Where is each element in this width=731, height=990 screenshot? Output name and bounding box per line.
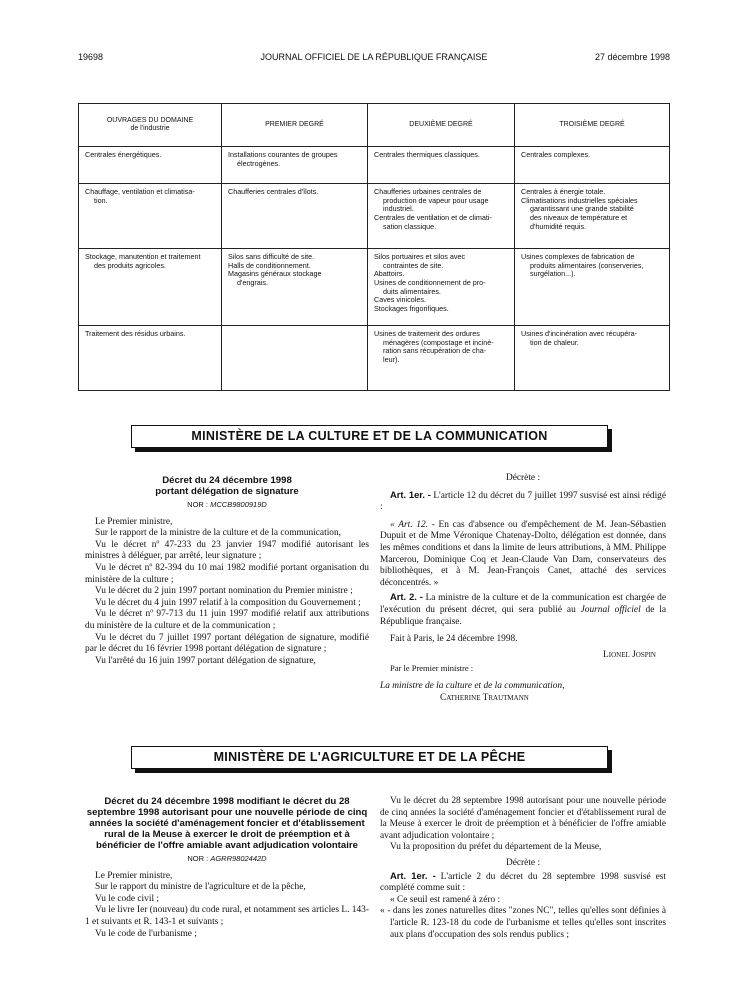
cell-line: Centrales à énergie totale.: [521, 187, 606, 196]
table-row: [79, 184, 670, 249]
visa-paragraph: Vu le décret du 4 juin 1997 relatif à la composition du Gouvernement ;: [95, 597, 361, 608]
cell-line: ration sans récupération de cha-: [383, 346, 487, 356]
table-cell: [222, 184, 368, 249]
decree2-quote2: « - dans les zones naturelles dites "zones NC", telles qu'elles sont définies à l'article R. 123-18 du code de l'urbanisme et telles qu'elles sont inscrites aux plans d'occupation des sols rendus publics ;: [380, 906, 666, 940]
visa-paragraph: Vu le décret nº 47-233 du 23 janvier 1947 modifié autorisant les ministres à déléguer, par arrêté, leur signature ;: [85, 539, 369, 562]
decree1-visas: [85, 517, 369, 668]
visa-paragraph: Le Premier ministre,: [95, 870, 173, 881]
column-header-domain: OUVRAGES DU DOMAINE de l'industrie: [79, 104, 222, 147]
table-cell: [222, 249, 368, 326]
cell-line: Traitement des résidus urbains.: [85, 329, 186, 338]
cell-line: tion.: [94, 195, 108, 205]
visa-paragraph: Sur le rapport de la ministre de la culture et de la communication,: [95, 528, 342, 539]
decree1-decrete: Décrète :: [505, 473, 541, 483]
decree2-decrete: Décrète :: [505, 857, 541, 868]
decree1-right-column: [380, 473, 666, 704]
cell-line: Climatisations industrielles spéciales: [521, 195, 638, 205]
decree1-done-at: Fait à Paris, le 24 décembre 1998.: [390, 634, 518, 645]
decree1-signer-minister: Catherine Trautmann: [440, 692, 529, 703]
cell-line: Chaufferies urbaines centrales de: [374, 187, 482, 196]
decree1-article1: Art. 1er. - L'article 12 du décret du 7 juillet 1997 susvisé est ainsi rédigé :: [380, 488, 667, 513]
cell-line: Stockages frigorifiques.: [374, 303, 449, 313]
column-header-first-degree: PREMIER DEGRÉ: [222, 104, 368, 147]
table-cell: [368, 184, 515, 249]
cell-line: Usines de traitement des ordures: [374, 329, 480, 338]
cell-line: leur).: [383, 354, 400, 364]
decree2-title: Décret du 24 décembre 1998 modifiant le décret du 28 septembre 1998 autorisant pour une nouvelle période de cinq années la société d'aménagement foncier et d'établissement rural de la Meuse à exercer le droit de préemption et à bénéficier de l'offre amiable avant adjudication volontaire: [86, 796, 368, 851]
works-classification-table: [78, 103, 670, 391]
cell-line: Centrales de ventilation et de climati-: [374, 212, 492, 222]
table-cell: [515, 326, 670, 391]
page-header: [78, 52, 670, 66]
decree2-visas-right: [380, 796, 666, 854]
cell-line: d'humidité requis.: [530, 221, 587, 231]
cell-line: sation classique.: [383, 221, 437, 231]
table-cell: [222, 326, 368, 391]
table-row: [79, 147, 670, 184]
decree1-article2: Art. 2. - La ministre de la culture et de la communication est chargée de l'exécution du présent décret, qui sera publié au Journal officiel de la République française.: [380, 591, 667, 627]
table-cell: [79, 184, 222, 249]
decree1-article12: « Art. 12. - En cas d'absence ou d'empêchement de M. Jean-Sébastien Dupuit et de Mme Véronique Chatenay-Dolto, délégation est donnée, dans les mêmes conditions et dans la limite de leurs attributions, à MM. Philippe Marcerou, Dominique Coq et Jean-Claude Van Dam, conservateurs des bibliothèques, et à M. Jean-François Canet, attaché des services déconcentrés. »: [380, 519, 667, 588]
table-cell: [79, 249, 222, 326]
table-header-row: [79, 104, 670, 147]
decree2-visas-left: [85, 871, 369, 941]
cell-line: Chauffage, ventilation et climatisa-: [85, 187, 195, 196]
table-cell: [368, 147, 515, 184]
page-number: 19698: [78, 52, 104, 62]
decree2-nor: NOR : AGRR9802442D: [187, 854, 267, 863]
journal-title: JOURNAL OFFICIEL DE LA RÉPUBLIQUE FRANÇAISE: [260, 52, 488, 62]
ministry-banner-culture: MINISTÈRE DE LA CULTURE ET DE LA COMMUNICATION: [131, 425, 608, 448]
table-row: [79, 326, 670, 391]
column-header-third-degree: TROISIÈME DEGRÉ: [515, 104, 670, 147]
ministry-banner-agriculture: MINISTÈRE DE L'AGRICULTURE ET DE LA PÊCHE: [131, 746, 608, 769]
decree1-by-pm: Par le Premier ministre :: [390, 663, 474, 674]
decree1-nor: NOR : MCCB9800919D: [187, 500, 267, 509]
cell-line: duits alimentaires.: [383, 286, 441, 296]
cell-line: Centrales énergétiques.: [85, 150, 162, 159]
column-header-second-degree: DEUXIÈME DEGRÉ: [368, 104, 515, 147]
cell-line: garantissant une grande stabilité: [530, 204, 634, 214]
cell-line: Centrales thermiques classiques.: [374, 150, 480, 159]
cell-line: Centrales complexes.: [521, 150, 591, 159]
table-cell: [515, 249, 670, 326]
decree2-article1: Art. 1er. - L'article 2 du décret du 28 septembre 1998 susvisé est complété comme suit :: [380, 869, 667, 894]
cell-line: tion de chaleur.: [530, 337, 579, 347]
cell-line: Silos portuaires et silos avec: [374, 252, 466, 261]
decree1-left-column: [85, 475, 369, 667]
decree2-right-column: [380, 796, 666, 941]
visa-paragraph: Vu le livre Ier (nouveau) du code rural, et notamment ses articles L. 143-1 et suivants et R. 143-1 et suivants ;: [85, 905, 369, 927]
cell-line: Usines de conditionnement de pro-: [374, 277, 486, 287]
cell-line: Silos sans difficulté de site.: [228, 252, 315, 261]
cell-line: des niveaux de température et: [530, 212, 628, 222]
cell-line: Halls de conditionnement.: [228, 260, 311, 270]
cell-line: des produits agricoles.: [94, 260, 166, 270]
cell-line: surgélation...).: [530, 269, 576, 279]
visa-paragraph: Le Premier ministre,: [95, 516, 173, 527]
visa-paragraph: Vu la proposition du préfet du département de la Meuse,: [390, 842, 602, 853]
table-cell: [368, 326, 515, 391]
cell-line: Caves vinicoles.: [374, 295, 426, 305]
issue-date: 27 décembre 1998: [594, 52, 670, 62]
visa-paragraph: Vu le code de l'urbanisme ;: [95, 928, 197, 939]
cell-line: production de vapeur pour usage: [383, 195, 489, 205]
decree1-minister-title: La ministre de la culture et de la communication,: [380, 680, 565, 691]
cell-line: Magasins généraux stockage: [228, 269, 322, 279]
table-cell: [515, 184, 670, 249]
visa-paragraph: Sur le rapport du ministre de l'agriculture et de la pêche,: [95, 882, 306, 893]
decree2-quote1: « Ce seuil est ramené à zéro :: [390, 894, 501, 905]
table-cell: [515, 147, 670, 184]
visa-paragraph: Vu le décret du 7 juillet 1997 portant délégation de signature, modifié par le décret du 16 février 1998 portant délégation de signature ;: [85, 632, 369, 655]
cell-line: Abattoirs.: [374, 269, 405, 279]
cell-line: ménagères (compostage et inciné-: [383, 337, 494, 347]
cell-line: électrogènes.: [237, 158, 281, 168]
decree2-left-column: [85, 796, 369, 940]
visa-paragraph: Vu le décret du 2 juin 1997 portant nomination du Premier ministre ;: [95, 586, 353, 597]
cell-line: contraintes de site.: [383, 260, 444, 270]
table-cell: [222, 147, 368, 184]
cell-line: Usines d'incinération avec récupéra-: [521, 329, 638, 338]
cell-line: Chaufferies centrales d'îlots.: [228, 187, 319, 196]
table-cell: [79, 147, 222, 184]
cell-line: Installations courantes de groupes: [228, 150, 338, 159]
visa-paragraph: Vu le code civil ;: [95, 893, 159, 904]
visa-paragraph: Vu le décret nº 82-394 du 10 mai 1982 modifié portant organisation du ministère de la culture ;: [85, 562, 369, 585]
table-row: [79, 249, 670, 326]
decree1-signer-pm: Lionel Jospin: [603, 649, 656, 660]
visa-paragraph: Vu le décret nº 97-713 du 11 juin 1997 modifié relatif aux attributions du ministère de la culture et de la communication ;: [85, 609, 369, 631]
table-cell: [368, 249, 515, 326]
cell-line: Usines complexes de fabrication de: [521, 252, 635, 261]
cell-line: Stockage, manutention et traitement: [85, 252, 201, 261]
visa-paragraph: Vu l'arrêté du 16 juin 1997 portant délégation de signature,: [95, 655, 316, 666]
cell-line: industriel.: [383, 204, 414, 214]
visa-paragraph: Vu le décret du 28 septembre 1998 autorisant pour une nouvelle période de cinq années la société d'aménagement foncier et d'établissement rural de la Meuse à exercer le droit de préemption et à bénéficier de l'offre amiable avant adjudication volontaire ;: [380, 796, 666, 841]
table-cell: [79, 326, 222, 391]
cell-line: produits alimentaires (conserveries,: [530, 260, 644, 270]
decree1-title: Décret du 24 décembre 1998 portant délégation de signature: [155, 475, 299, 497]
cell-line: d'engrais.: [237, 277, 268, 287]
